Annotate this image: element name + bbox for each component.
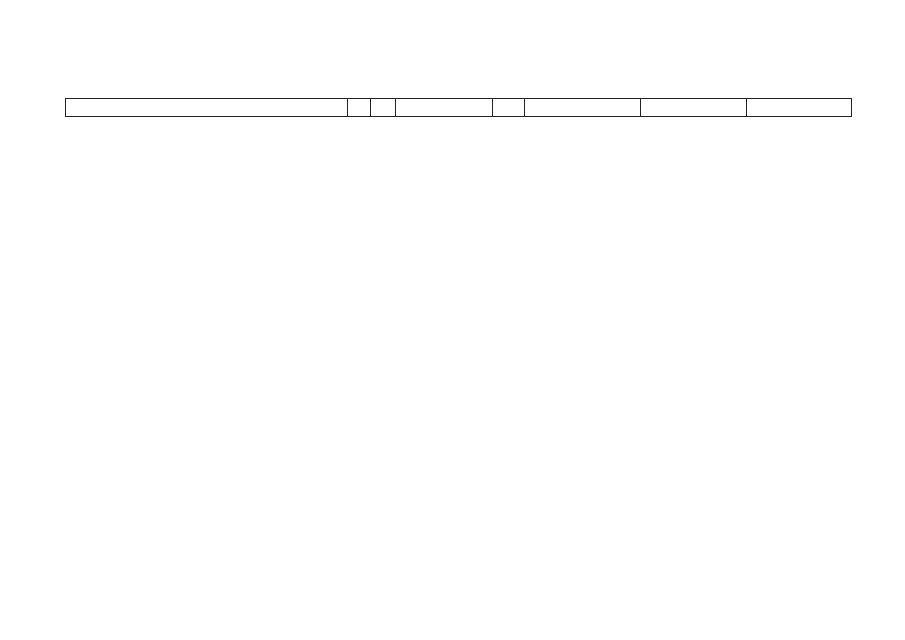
header-col-2 <box>347 98 371 117</box>
header-col-5 <box>492 98 525 117</box>
header-col-1 <box>65 98 348 117</box>
header-col-8 <box>746 98 852 117</box>
header-col-6 <box>524 98 641 117</box>
header-col-7 <box>640 98 747 117</box>
header-col-3 <box>370 98 396 117</box>
header-col-4 <box>395 98 493 117</box>
